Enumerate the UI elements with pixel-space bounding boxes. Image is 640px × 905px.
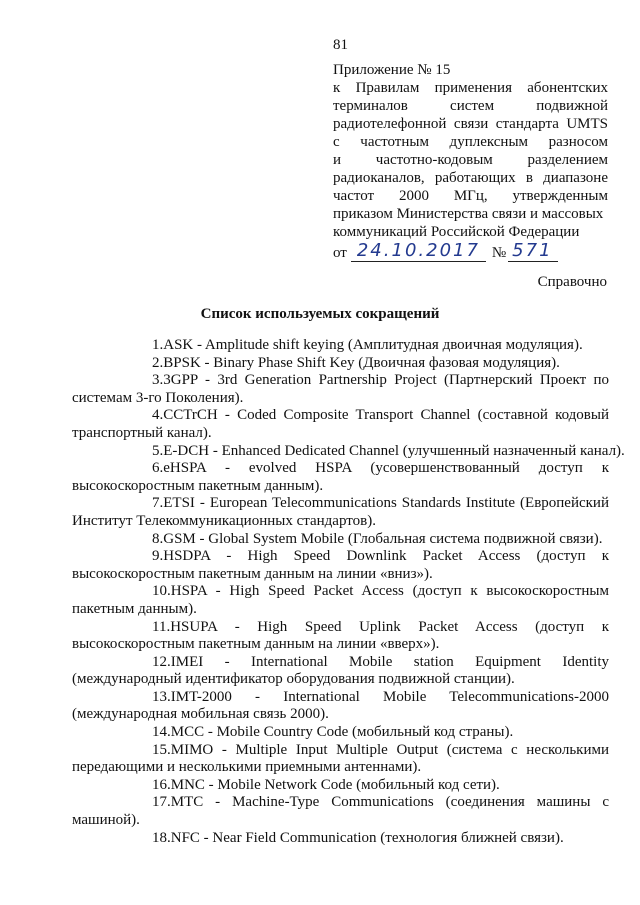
item-text: ETSI - European Telecommunications Standards Institute (Европейский Институт Телекоммуникационных стандартов). [72, 495, 609, 529]
date-prefix: от [333, 245, 347, 261]
reference-label: Справочно [537, 274, 607, 290]
number-prefix: № [491, 245, 507, 261]
abbreviation-list [72, 337, 625, 847]
list-item [72, 689, 609, 724]
item-number: 7. [152, 495, 164, 512]
item-number: 10. [152, 583, 171, 600]
appendix-line: радиоканалов, работающих в диапазоне [333, 170, 608, 186]
item-text: MTC - Machine-Type Communications (соединения машины с машиной). [72, 794, 609, 829]
item-number: 18. [152, 829, 171, 846]
item-text: E-DCH - Enhanced Dedicated Channel (улучшенный назначенный канал). [163, 442, 625, 459]
item-text: ASK - Amplitude shift keying (Амплитудная двоичная модуляция). [163, 337, 583, 353]
list-item [72, 619, 609, 654]
list-item [72, 724, 609, 742]
list-item [72, 742, 609, 777]
item-number: 2. [152, 354, 164, 371]
list-item [72, 654, 609, 689]
item-text: NFC - Near Field Communication (технология ближней связи). [170, 829, 564, 846]
item-text: IMT-2000 - International Mobile Telecommunications-2000 (международная мобильная связь 2000). [72, 688, 609, 723]
appendix-line: к Правилам применения абонентских [333, 80, 608, 96]
appendix-line: радиотелефонной связи стандарта UMTS [333, 116, 608, 132]
list-item [72, 495, 609, 530]
appendix-line: с частотным дуплексным разносом [333, 134, 608, 150]
item-text: MIMO - Multiple Input Multiple Output (система с несколькими передающими и несколькими приемными антеннами). [72, 741, 609, 776]
item-text: HSDPA - High Speed Downlink Packet Access (доступ к высокоскоростным пакетным данным на линии «вниз»). [72, 548, 609, 582]
list-item [72, 407, 609, 442]
list-item [72, 794, 609, 829]
list-item [72, 777, 609, 795]
appendix-title: Приложение № 15 [333, 62, 451, 78]
order-reference [333, 240, 608, 262]
item-number: 15. [152, 741, 171, 758]
item-number: 12. [152, 653, 171, 670]
date-field [351, 240, 486, 262]
list-item [72, 531, 609, 549]
list-item [72, 355, 609, 373]
list-item [72, 830, 609, 848]
list-item [72, 583, 609, 618]
list-item [72, 337, 609, 355]
item-text: BPSK - Binary Phase Shift Key (Двоичная фазовая модуляция). [163, 354, 560, 371]
appendix-line: коммуникаций Российской Федерации [333, 224, 580, 240]
item-text: eHSPA - evolved HSPA (усовершенствованный доступ к высокоскоростным пакетным данным). [72, 460, 609, 494]
item-text: HSUPA - High Speed Uplink Packet Access (доступ к высокоскоростным пакетным данным на линии «вверх»). [72, 618, 609, 653]
item-number: 14. [152, 724, 171, 741]
list-item [72, 372, 609, 407]
item-number: 11. [152, 618, 171, 635]
item-text: 3GPP - 3rd Generation Partnership Project (Партнерский Проект по системам 3-го Поколения). [72, 372, 609, 406]
item-number: 13. [152, 688, 171, 705]
item-number: 5. [152, 442, 164, 459]
appendix-line: приказом Министерства связи и массовых [333, 206, 604, 222]
list-item [72, 442, 625, 461]
appendix-line: частот 2000 МГц, утвержденным [333, 188, 608, 204]
list-item [72, 548, 609, 583]
item-number: 4. [152, 407, 164, 424]
item-number: 1. [152, 337, 164, 353]
item-text: CCTrCH - Coded Composite Transport Channel (составной кодовый транспортный канал). [72, 407, 609, 441]
handwritten-number: 571 [512, 240, 553, 261]
handwritten-date: 24.10.2017 [356, 240, 480, 261]
item-text: MNC - Mobile Network Code (мобильный код сети). [170, 776, 500, 793]
appendix-line: терминалов систем подвижной [333, 98, 608, 114]
page-number: 81 [333, 37, 348, 53]
number-field [508, 240, 558, 262]
item-text: IMEI - International Mobile station Equipment Identity (международный идентификатор оборудования подвижной станции). [72, 653, 609, 688]
item-number: 9. [152, 548, 164, 565]
item-text: MCC - Mobile Country Code (мобильный код страны). [170, 724, 514, 741]
item-text: HSPA - High Speed Packet Access (доступ к высокоскоростным пакетным данным). [72, 583, 609, 617]
item-number: 8. [152, 530, 164, 547]
item-number: 16. [152, 776, 171, 793]
appendix-line: и частотно-кодовым разделением [333, 152, 608, 168]
page-title: Список используемых сокращений [200, 306, 440, 322]
item-text: GSM - Global System Mobile (Глобальная система подвижной связи). [163, 530, 603, 547]
item-number: 3. [152, 372, 164, 389]
list-item [72, 460, 609, 495]
item-number: 17. [152, 794, 171, 811]
appendix-block [333, 61, 608, 262]
item-number: 6. [152, 460, 164, 477]
